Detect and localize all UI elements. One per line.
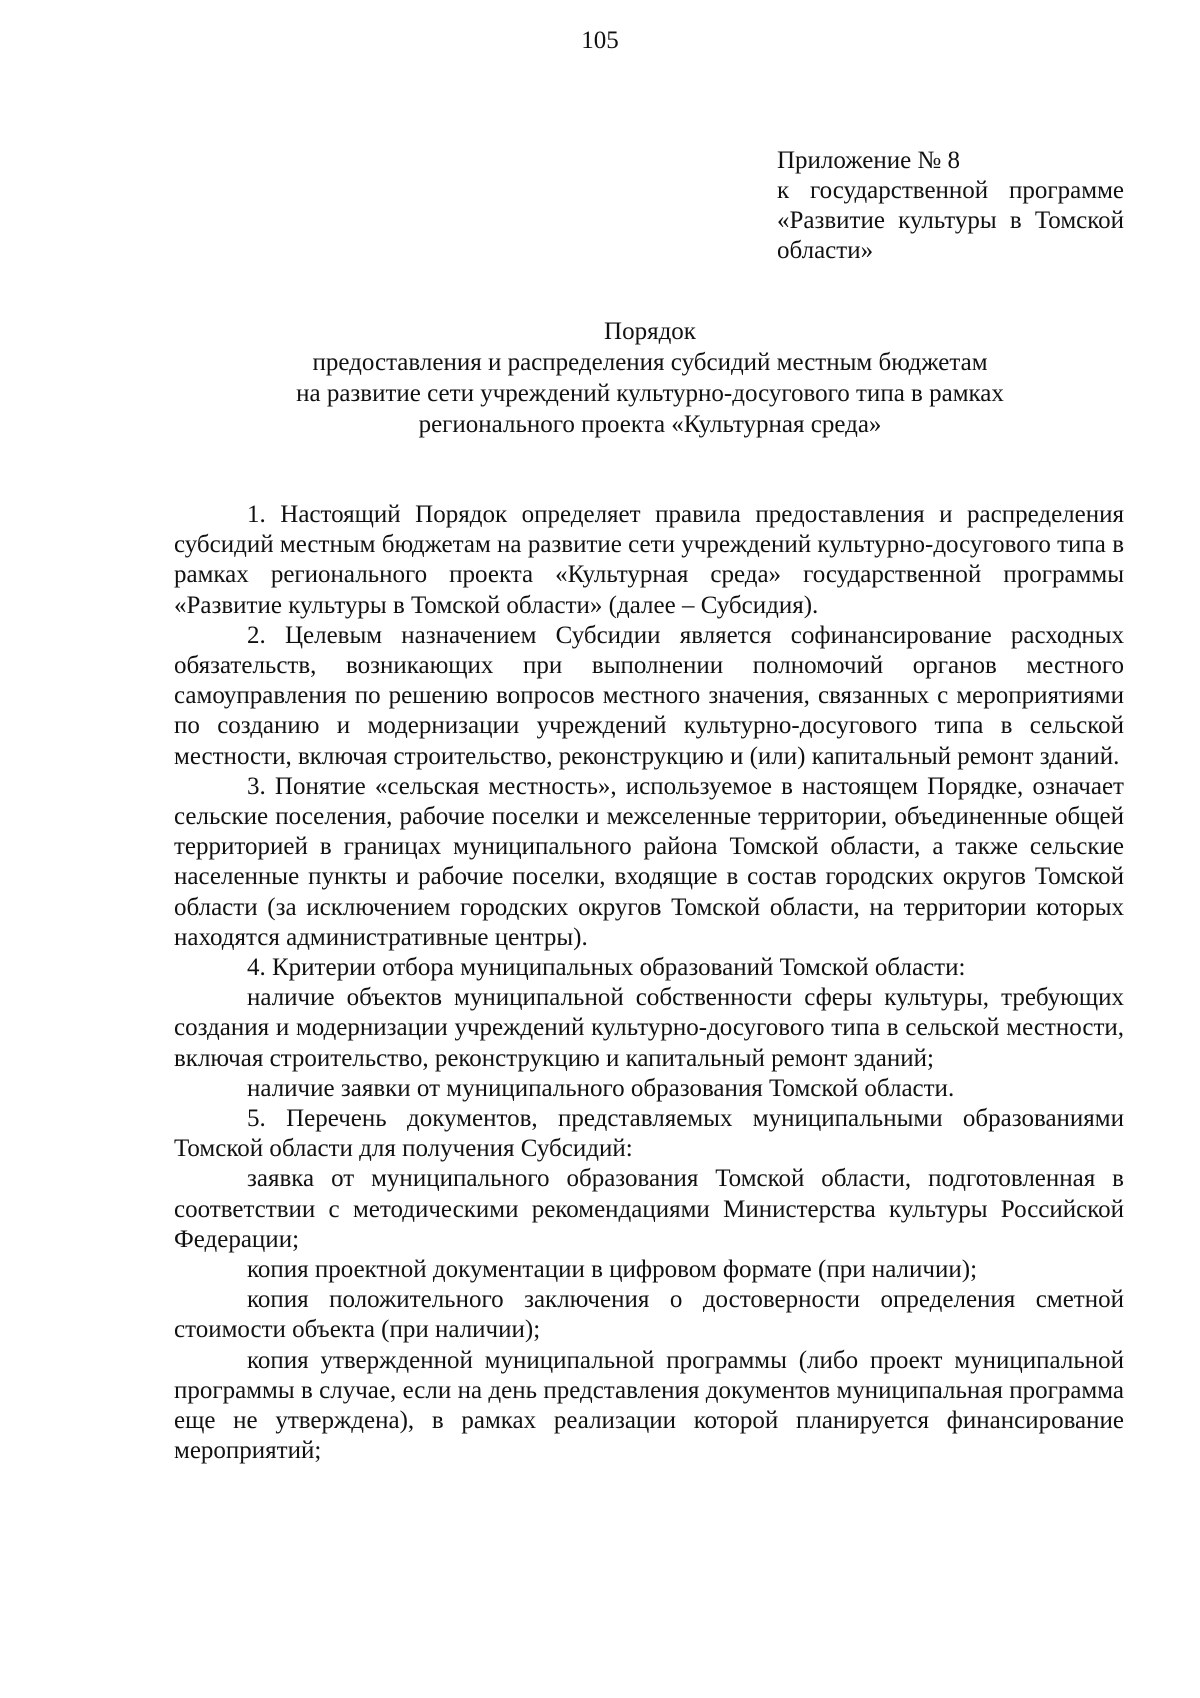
appendix-line-4: области» — [777, 237, 874, 264]
paragraph-5-item-2: копия проектной документации в цифровом формате (при наличии); — [247, 1256, 978, 1284]
paragraph-4-criterion-1: наличие объектов муниципальной собственности сферы культуры, требующих создания и модернизации учреждений культурно-досугового типа в сельской местности, включая строительство, реконструкцию и капитальный ремонт зданий; — [174, 984, 1124, 1072]
paragraph-4-criterion-2: наличие заявки от муниципального образования Томской области. — [247, 1074, 955, 1102]
paragraph-1: 1. Настоящий Порядок определяет правила предоставления и распределения субсидий местным бюджетам на развитие сети учреждений культурно-досугового типа в рамках регионального проекта «Культурная среда» государственной программы «Развитие культуры в Томской области» (далее – Субсидия). — [174, 501, 1124, 619]
document-title — [176, 316, 1124, 440]
title-line-1: предоставления и распределения субсидий местным бюджетам — [312, 349, 988, 376]
paragraph-5-item-4: копия утвержденной муниципальной программы (либо проект муниципальной программы в случае, если на день представления документов муниципальная программа еще не утверждена), в рамках реализации которой планируется финансирование мероприятий; — [174, 1346, 1124, 1465]
title-line-2: на развитие сети учреждений культурно-досугового типа в рамках — [296, 380, 1004, 407]
document-body — [174, 500, 1124, 1467]
paragraph-5: 5. Перечень документов, представляемых муниципальными образованиями Томской области для получения Субсидий: — [174, 1105, 1124, 1163]
paragraph-5-item-1: заявка от муниципального образования Томской области, подготовленная в соответствии с методическими рекомендациями Министерства культуры Российской Федерации; — [174, 1165, 1124, 1253]
appendix-line-3: «Развитие культуры в Томской — [777, 207, 1124, 234]
paragraph-2: 2. Целевым назначением Субсидии является софинансирование расходных обязательств, возникающих при выполнении полномочий органов местного самоуправления по решению вопросов местного значения, связанных с мероприятиями по созданию и модернизации учреждений культурно-досугового типа в сельской местности, включая строительство, реконструкцию и (или) капитальный ремонт зданий. — [174, 621, 1124, 770]
page-number: 105 — [581, 27, 619, 54]
paragraph-3: 3. Понятие «сельская местность», используемое в настоящем Порядке, означает сельские поселения, рабочие поселки и межселенные территории, объединенные общей территорией в границах муниципального района Томской области, а также сельские населенные пункты и рабочие поселки, входящие в состав городских округов Томской области (за исключением городских округов Томской области, на территории которых находятся административные центры). — [174, 772, 1124, 951]
paragraph-4: 4. Критерии отбора муниципальных образований Томской области: — [247, 954, 966, 982]
appendix-label: Приложение № 8 — [777, 147, 961, 174]
title-heading: Порядок — [604, 318, 696, 345]
appendix-block — [777, 146, 1124, 266]
paragraph-5-item-3: копия положительного заключения о достоверности определения сметной стоимости объекта (при наличии); — [174, 1286, 1124, 1344]
title-line-3: регионального проекта «Культурная среда» — [418, 411, 882, 438]
appendix-line-2: к государственной программе — [777, 177, 1124, 204]
